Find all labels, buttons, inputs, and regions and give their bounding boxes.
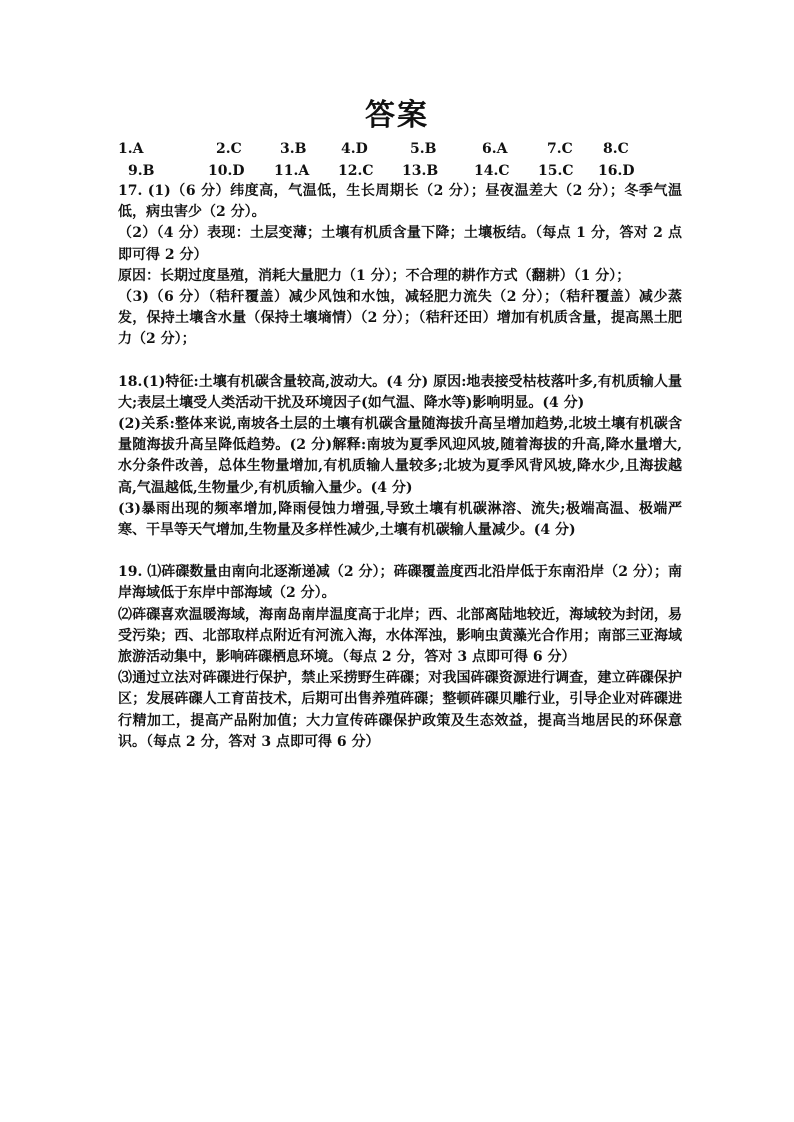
spacer <box>118 351 682 372</box>
mc-answer: 6.A <box>482 141 508 157</box>
answer-body <box>118 181 682 753</box>
mc-answer: 1.A <box>118 141 144 157</box>
q17-part1: 17. (1)（6 分）纬度高，气温低，生长周期长（2 分）；昼夜温差大（2 分）；冬季气温低，病虫害少（2 分）。 <box>118 183 682 221</box>
q18-part1: 18.(1)特征:土壤有机碳含量较高,波动大。(4 分) 原因:地表接受枯枝落叶多,有机质输人量大;表层土壤受人类活动干扰及环境因子(如气温、降水等)影响明显。(4 分) <box>118 373 682 411</box>
q18-part2: (2)关系:整体来说,南坡各土层的土壤有机碳含量随海拔升高呈增加趋势,北坡土壤有机碳含量随海拔升高呈降低趋势。(2 分)解释:南坡为夏季风迎风坡,随着海拔的升高,降水量增大,水分条件改善，总体生物量增加,有机质输人量较多;北坡为夏季风背风坡,降水少,且海拔越高,气温越低,生物量少,有机质输入量少。(4 分) <box>118 416 682 496</box>
q17-part3: （3)（6 分）（秸秆覆盖）减少风蚀和水蚀，减轻肥力流失（2 分）；（秸秆覆盖）减少蒸发，保持土壤含水量（保持土壤墒情）（2 分）；（秸秆还田）增加有机质含量，提高黑土肥力（2 分）； <box>118 289 682 348</box>
mc-answer: 16.D <box>598 163 635 179</box>
mc-answers-row-1 <box>0 138 794 160</box>
mc-answer: 10.D <box>208 163 245 179</box>
page-title: 答案 <box>365 98 429 133</box>
mc-answer: 5.B <box>410 141 437 157</box>
q17-cause: 原因：长期过度垦殖，消耗大量肥力（1 分）；不合理的耕作方式（翻耕）（1 分）； <box>118 267 631 284</box>
mc-answer: 11.A <box>274 163 310 179</box>
mc-answer: 8.C <box>603 141 629 157</box>
mc-answers-row-2 <box>0 160 794 182</box>
q19-part2: ⑵砗磲喜欢温暖海域，海南岛南岸温度高于北岸；西、北部离陆地较近，海域较为封闭，易受污染；西、北部取样点附近有河流入海，水体浑浊，影响虫黄藻光合作用；南部三亚海域旅游活动集中，影响砗磲栖息环境。（每点 2 分，答对 3 点即可得 6 分） <box>118 606 682 666</box>
mc-answer: 9.B <box>128 163 155 179</box>
mc-answer: 14.C <box>474 163 510 179</box>
q17-part2: （2）（4 分）表现：土层变薄；土壤有机质含量下降；土壤板结。（每点 1 分，答对 2 点即可得 2 分） <box>118 225 682 263</box>
mc-answer: 4.D <box>341 141 368 157</box>
q18-part3: (3)暴雨出现的频率增加,降雨侵蚀力增强,导致土壤有机碳淋溶、流失;极端高温、极端严寒、干旱等天气增加,生物量及多样性减少,土壤有机碳输人量减少。(4 分) <box>118 500 682 539</box>
mc-answer: 7.C <box>547 141 573 157</box>
spacer <box>118 541 682 562</box>
mc-answer: 15.C <box>538 163 574 179</box>
q19-part1: 19. ⑴砗磲数量由南向北逐渐递减（2 分）；砗磲覆盖度西北沿岸低于东南沿岸（2 分）；南岸海域低于东岸中部海域（2 分）。 <box>118 564 682 602</box>
q19-part3: ⑶通过立法对砗磲进行保护，禁止采捞野生砗磲；对我国砗磲资源进行调查，建立砗磲保护区；发展砗磲人工育苗技术，后期可出售养殖砗磲；整顿砗磲贝雕行业，引导企业对砗磲进行精加工，提高产品附加值；大力宣传砗磲保护政策及生态效益，提高当地居民的环保意识。（每点 2 分，答对 3 点即可得 6 分） <box>118 670 682 750</box>
mc-answer: 3.B <box>280 141 307 157</box>
mc-answer: 2.C <box>216 141 242 157</box>
mc-answer: 13.B <box>402 163 439 179</box>
mc-answer: 12.C <box>338 163 374 179</box>
